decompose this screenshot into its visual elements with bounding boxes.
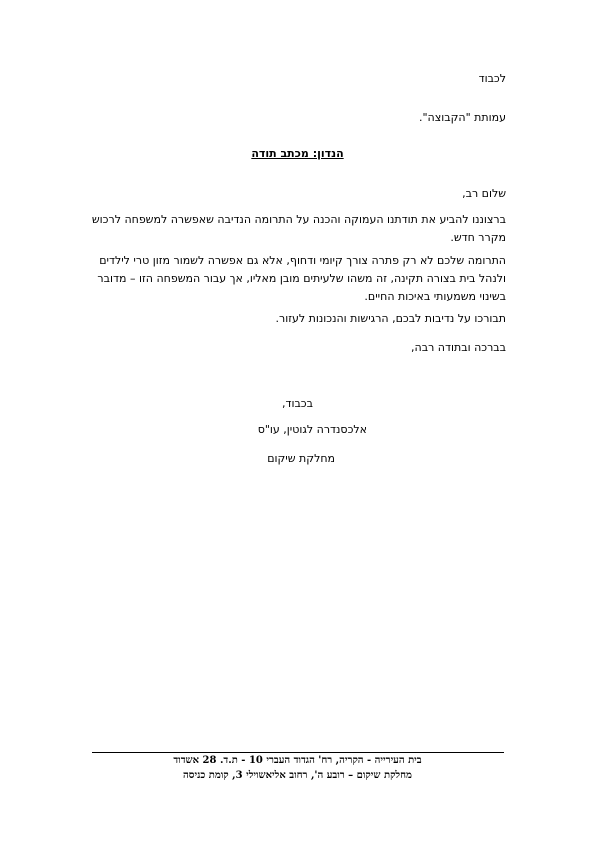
closing-line: בברכה ובתודה רבה, [411,341,506,354]
footer-divider [92,752,504,753]
paragraph-2: התרומה שלכם לא רק פתרה צורך קיומי ודחוף, אלא גם אפשרה לשמור מזון טרי לילדים ולנהל בית בצורה תקינה, זה משהו שלעיתים מובן מאליו, אך עבור המשפחה הזו – מדובר בשינוי משמעותי באיכות החיים. [97,254,506,303]
footer-department-line: מחלקת שיקום – רובע ה', רחוב אליאשוילי 3, קומת כניסה [183,770,412,781]
paragraph-3: תבורכו על נדיבות לבכם, הרגישות והנכונות לעזור. [275,312,506,325]
salutation-to: לכבוד [478,72,506,85]
signature-name: אלכסנדרה לגוטין, עו"ס [257,423,367,436]
footer-address-line: בית העירייה - הקריה, רח' הגדוד העברי 10 - ת.ד. 28 אשדוד [173,755,422,766]
paragraph-1: ברצוננו להביע את תודתנו העמוקה והכנה על התרומה הנדיבה שאפשרה למשפחה לרכוש מקרר חדש. [91,213,506,244]
recipient: עמותת "הקבוצה". [419,111,506,124]
signature-regards: בכבוד, [281,397,313,410]
subject-line: הנדון: מכתב תודה [251,147,344,160]
greeting: שלום רב, [462,187,506,200]
signature-department: מחלקת שיקום [267,452,335,465]
